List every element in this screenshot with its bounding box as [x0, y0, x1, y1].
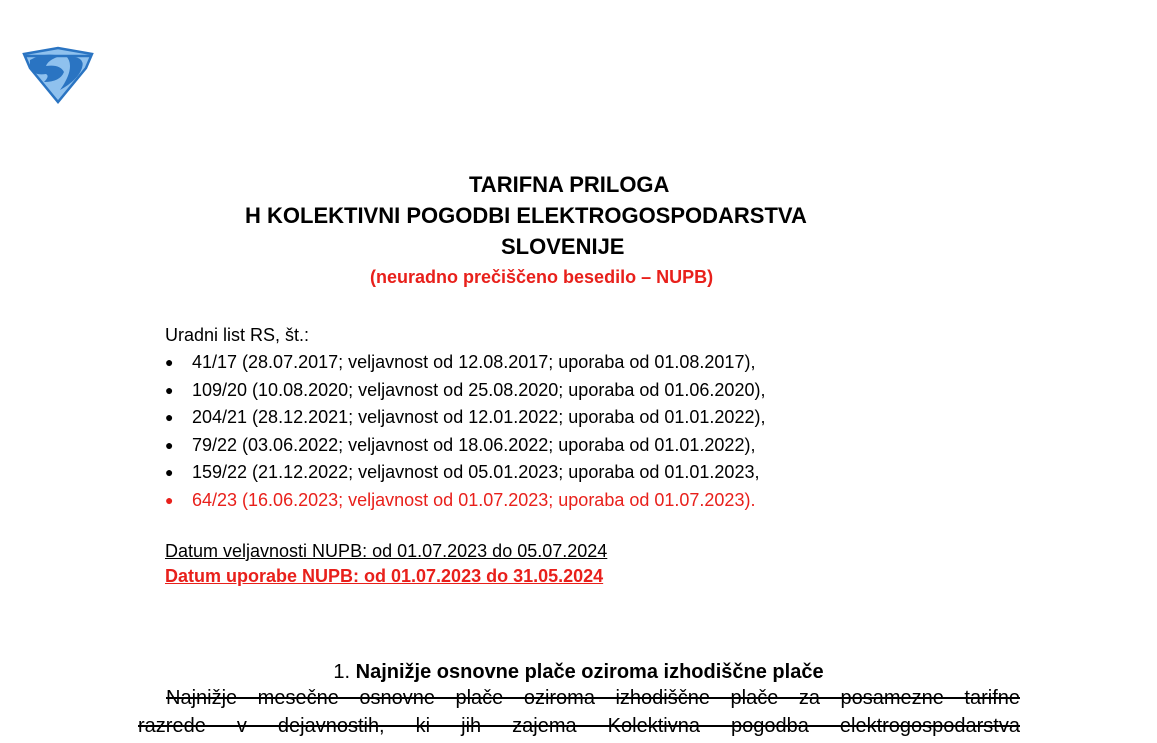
gazette-item-text: 159/22 (21.12.2022; veljavnost od 05.01.2023; uporaba od 01.01.2023, [192, 462, 760, 482]
document-title-line-3: SLOVENIJE [501, 234, 625, 259]
document-subtitle: (neuradno prečiščeno besedilo – NUPB) [370, 267, 714, 287]
gazette-item-text: 41/17 (28.07.2017; veljavnost od 12.08.2017; uporaba od 01.08.2017), [192, 352, 756, 372]
gazette-item [165, 377, 765, 405]
gazette-item [165, 459, 765, 487]
document-title-line-2: H KOLEKTIVNI POGODBI ELEKTROGOSPODARSTVA [245, 203, 807, 228]
gazette-list [165, 349, 765, 514]
section-number: 1. [333, 661, 351, 683]
validity-date: Datum veljavnosti NUPB: od 01.07.2023 do 05.07.2024 [165, 541, 608, 561]
section-heading [0, 658, 1157, 686]
bullet-icon: ● [165, 491, 174, 508]
struck-paragraph-line-2: razrede v dejavnostih, ki jih zajema Kolektivna pogodba elektrogospodarstva [138, 715, 1020, 737]
gazette-item [165, 349, 765, 377]
gazette-item-text: 64/23 (16.06.2023; veljavnost od 01.07.2023; uporaba od 01.07.2023). [192, 489, 756, 510]
gazette-item-text: 204/21 (28.12.2021; veljavnost od 12.01.2022; uporaba od 01.01.2022), [192, 407, 766, 427]
document-title-line-1: TARIFNA PRILOGA [469, 172, 670, 197]
gazette-item-text: 79/22 (03.06.2022; veljavnost od 18.06.2022; uporaba od 01.01.2022), [192, 434, 756, 455]
gazette-label: Uradni list RS, št.: [165, 325, 310, 345]
sd-logo-icon [20, 46, 96, 104]
section-title: Najnižje osnovne plače oziroma izhodiščne plače [355, 661, 824, 683]
struck-paragraph-line-1: Najnižje mesečne osnovne plače oziroma izhodiščne plače za posamezne tarifne [166, 687, 1020, 709]
usage-date: Datum uporabe NUPB: od 01.07.2023 do 31.05.2024 [165, 566, 604, 586]
bullet-icon: ● [165, 381, 174, 398]
gazette-item-text: 109/20 (10.08.2020; veljavnost od 25.08.2020; uporaba od 01.06.2020), [192, 379, 766, 400]
gazette-item [165, 404, 765, 432]
gazette-item [165, 432, 765, 460]
bullet-icon: ● [165, 464, 174, 480]
bullet-icon: ● [165, 354, 174, 370]
gazette-item-latest [165, 487, 765, 515]
bullet-icon: ● [165, 436, 174, 453]
bullet-icon: ● [165, 409, 174, 425]
